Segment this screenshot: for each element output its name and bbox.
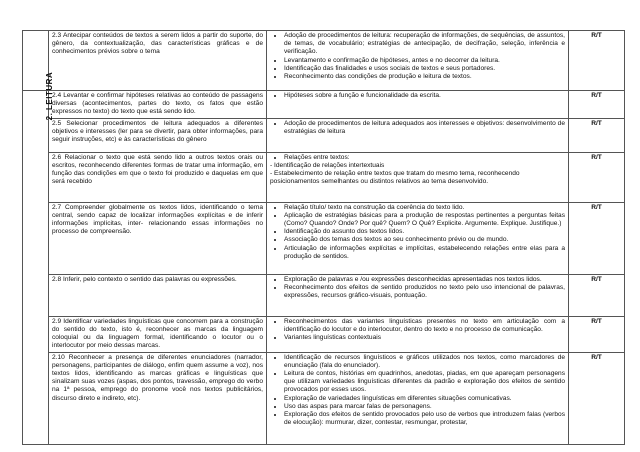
code-cell: R/T: [569, 31, 625, 91]
strategy-list: [270, 32, 565, 81]
list-item: • Identificação de recursos linguísticos e gráficos utilizados nos textos, como marcadores de enunciação (fala do enunciador).: [284, 354, 565, 370]
code-cell: R/T: [569, 118, 625, 152]
list-item: • Associação dos temas dos textos ao seu conhecimento prévio ou de mundo.: [284, 236, 565, 244]
list-item: • Aplicação de estratégias básicas para a produção de respostas pertinentes a perguntas feitas (Como? Quando? Onde? Por quê? Quem? O Quê? Explicite. Argumente. Explique. Justifique.): [284, 212, 565, 228]
list-item: • Hipóteses sobre a função e funcionalidade da escrita.: [284, 92, 565, 100]
code-cell: R/T: [569, 274, 625, 316]
objective-cell: 2.10 Reconhecer a presença de diferentes enunciadores (narrador, personagens, participantes de diálogo, enfim quem assume a voz), nos textos lidos, identificando as marcas gráficas e linguísticas que sinalizam suas vozes (aspas, dos pontos, travessão, emprego do verbo na 1ª pessoa, emprego do pronome você nos textos publicitários, discurso direto e indireto, etc).: [49, 352, 267, 444]
list-item: • Exploração de variedades linguísticas em diferentes situações comunicativas.: [284, 395, 565, 403]
list-item: • Reconhecimentos das variantes linguísticas presentes no texto em articulação com a identificação do locutor e do interlocutor, dentro do texto e no processo de comunicação.: [284, 318, 565, 334]
strategy-list: [270, 204, 565, 261]
strategies-cell: [267, 31, 569, 91]
table-row: [23, 91, 625, 119]
list-item: • Variantes linguísticas contextuais: [284, 334, 565, 342]
strategy-note: - Identificação de relações intertextuais: [270, 161, 385, 169]
objective-cell: 2.4 Levantar e confirmar hipóteses relativas ao conteúdo de passagens diversas (acontecimentos, partes do texto, os fatos que estão expressos no texto) do texto que está sendo lido.: [49, 91, 267, 119]
code-cell: R/T: [569, 316, 625, 352]
code-cell: R/T: [569, 202, 625, 274]
section-label: 2. LEITURA: [45, 71, 55, 121]
list-item: • Articulação de informações explícitas e implícitas, estabelecendo relações entre elas para a produção de sentidos.: [284, 245, 565, 261]
strategies-cell: [267, 152, 569, 202]
table-row: [23, 152, 625, 202]
strategy-list: [270, 154, 565, 162]
list-item: • Levantamento e confirmação de hipóteses, antes e no decorrer da leitura.: [284, 57, 565, 65]
table-row: [23, 31, 625, 91]
table-row: [23, 118, 625, 152]
objective-cell: 2.9 Identificar variedades linguísticas que concorrem para a construção do sentido do texto, isto é, reconhecer as marcas da linguagem coloquial ou da linguagem formal, identificando o locutor ou o interlocutor por meio dessas marcas.: [49, 316, 267, 352]
objective-cell: 2.7 Compreender globalmente os textos lidos, identificando o tema central, sendo capaz de localizar informações explícitas e de inferir informações implícitas, inter- relacionando essas informações no processo de compreensão.: [49, 202, 267, 274]
objective-cell: 2.8 Inferir, pelo contexto o sentido das palavras ou expressões.: [49, 274, 267, 316]
list-item: • Exploração dos efeitos de sentido provocados pelo uso de verbos que introduzem falas (verbos de elocução): murmurar, dizer, contestar, resmungar, protestar,: [284, 411, 565, 427]
objective-cell: 2.3 Antecipar conteúdos de textos a serem lidos a partir do suporte, do gênero, da contextualização, das características gráficas e de conhecimentos prévios sobre o tema: [49, 31, 267, 91]
strategies-cell: [267, 274, 569, 316]
table-row: [23, 352, 625, 444]
list-item: • Exploração de palavras e /ou expressões desconhecidas apresentadas nos textos lidos.: [284, 276, 565, 284]
strategy-list: [270, 120, 565, 136]
list-item: • Reconhecimento dos efeitos de sentido produzidos no texto pelo uso intencional de palavras, expressões, recursos gráfico-visuais, pontuação.: [284, 284, 565, 300]
strategy-list: [270, 276, 565, 301]
section-label-cell: [23, 71, 55, 445]
strategies-cell: [267, 352, 569, 444]
table-row: [23, 274, 625, 316]
list-item: • Identificação do assunto dos textos lidos.: [284, 228, 565, 236]
list-item: • Adoção de procedimentos de leitura: recuperação de informações, de sequências, de assuntos, de temas, de vocabulário; estratégias de antecipação, de decifração, seleção, inferência e verificação.: [284, 32, 565, 57]
strategy-list: [270, 354, 565, 428]
code-cell: R/T: [569, 352, 625, 444]
objective-cell: 2.6 Relacionar o texto que está sendo lido a outros textos orais ou escritos, reconhecendo diferentes formas de tratar uma informação, em função das condições em que o texto foi produzido e daquelas em que será recebido: [49, 152, 267, 202]
strategies-cell: [267, 91, 569, 119]
code-cell: R/T: [569, 152, 625, 202]
curriculum-table: [22, 30, 625, 445]
list-item: • Adoção de procedimentos de leitura adequados aos interesses e objetivos: desenvolvimento de estratégias de leitura: [284, 120, 565, 136]
strategies-cell: [267, 118, 569, 152]
table-row: [23, 316, 625, 352]
strategies-cell: [267, 202, 569, 274]
strategy-note: - Estabelecimento de relação entre textos que tratam do mesmo tema, reconhecendo posicionamentos semelhantes ou distintos relativos ao tema desenvolvido.: [270, 170, 520, 186]
strategy-list: [270, 318, 565, 343]
table-row: [23, 202, 625, 274]
list-item: • Uso das aspas para marcar falas de personagens.: [284, 403, 565, 411]
strategy-list: [270, 92, 565, 100]
list-item: • Relação título/ texto na construção da coerência do texto lido.: [284, 204, 565, 212]
list-item: • Relações entre textos:: [284, 154, 565, 162]
objective-cell: 2.5 Selecionar procedimentos de leitura adequados a diferentes objetivos e interesses (ler para se divertir, para obter informações, para seguir instruções, etc) e às características do gênero: [49, 118, 267, 152]
list-item: • Identificação das finalidades e usos sociais de textos e seus portadores.: [284, 65, 565, 73]
strategies-cell: [267, 316, 569, 352]
code-cell: R/T: [569, 91, 625, 119]
list-item: • Reconhecimento das condições de produção e leitura de textos.: [284, 73, 565, 81]
list-item: • Leitura de contos, histórias em quadrinhos, anedotas, piadas, em que apareçam personagens que utilizam variedades linguísticas diferentes da padrão e exploração dos efeitos de sentido provocados por esses usos.: [284, 370, 565, 395]
